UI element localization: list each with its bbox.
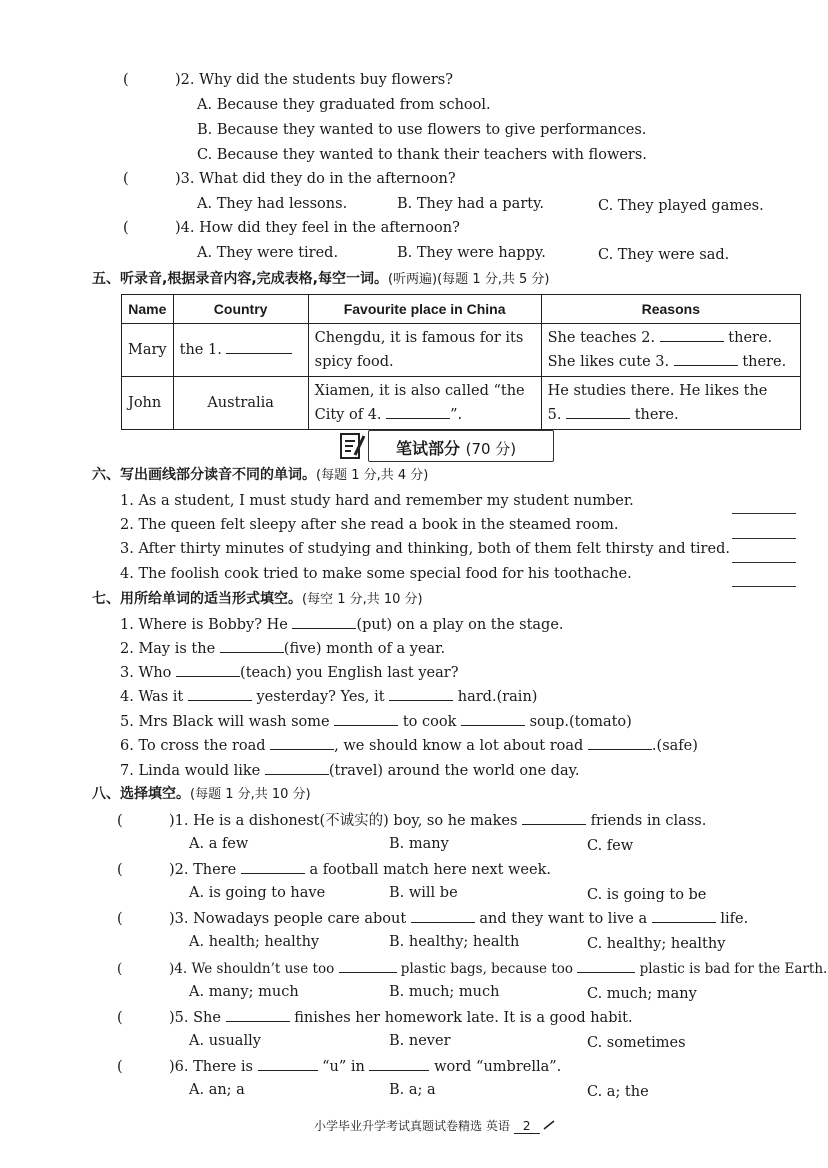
option: A. usually <box>189 1033 261 1049</box>
option: A. is going to have <box>189 885 326 901</box>
question-1: ( )1. He is a dishonest(不诚实的) boy, so he makes friends in class. <box>117 810 706 830</box>
option: B. much; much <box>389 984 500 1000</box>
option: B. a; a <box>389 1082 436 1098</box>
list-item: 5. Mrs Black will wash some to cook soup.(tomato) <box>120 711 632 731</box>
answer-line[interactable] <box>732 537 796 539</box>
answer-blank[interactable] <box>660 327 724 342</box>
answer-blank[interactable] <box>588 735 652 750</box>
section-8-heading: 八、选择填空。(每题 1 分,共 10 分) <box>92 786 311 802</box>
question-4: ( )4. We shouldn’t use too plastic bags, because too plastic is bad for the Earth. <box>117 958 827 978</box>
list-item: 6. To cross the road , we should know a lot about road .(safe) <box>120 735 698 755</box>
list-item: 4. The foolish cook tried to make some special food for his toothache. <box>120 566 632 582</box>
list-item: 3. After thirty minutes of studying and thinking, both of them felt thirsty and tired. <box>120 541 730 557</box>
answer-blank[interactable] <box>258 1056 318 1071</box>
list-item: 2. The queen felt sleepy after she read a book in the steamed room. <box>120 517 619 533</box>
answer-blank[interactable] <box>265 760 329 775</box>
list-item: 1. As a student, I must study hard and remember my student number. <box>120 493 634 509</box>
list-item: 2. May is the (five) month of a year. <box>120 638 445 658</box>
header-reasons: Reasons <box>541 295 800 324</box>
answer-blank[interactable] <box>522 810 586 825</box>
option: B. They had a party. <box>397 196 544 212</box>
answer-line[interactable] <box>732 585 796 587</box>
cell-reasons: She teaches 2. there. She likes cute 3. there. <box>541 324 800 377</box>
option: C. much; many <box>587 986 697 1002</box>
page-number: 2 <box>514 1119 540 1134</box>
answer-blank[interactable] <box>652 908 716 923</box>
question-2: ( )2. There a football match here next week. <box>117 859 551 879</box>
option: B. They were happy. <box>397 245 546 261</box>
list-item: 3. Who (teach) you English last year? <box>120 662 459 682</box>
section-7-heading: 七、用所给单词的适当形式填空。(每空 1 分,共 10 分) <box>92 591 423 607</box>
option: A. health; healthy <box>189 934 320 950</box>
header-name: Name <box>122 295 174 324</box>
answer-blank[interactable] <box>220 638 284 653</box>
question-6: ( )6. There is “u” in word “umbrella”. <box>117 1056 561 1076</box>
answer-blank[interactable] <box>188 686 252 701</box>
answer-blank[interactable] <box>334 711 398 726</box>
question-3: ( )3. Nowadays people care about and they want to live a life. <box>117 908 748 928</box>
page-footer: 小学毕业升学考试真题试卷精选 英语 2 <box>314 1117 555 1134</box>
option: A. They were tired. <box>197 245 339 261</box>
option: C. Because they wanted to thank their teachers with flowers. <box>197 147 647 163</box>
section-6-heading: 六、写出画线部分读音不同的单词。(每题 1 分,共 4 分) <box>92 467 429 483</box>
answer-line[interactable] <box>732 512 796 514</box>
answer-blank[interactable] <box>566 404 630 419</box>
option: B. will be <box>389 885 458 901</box>
answer-blank[interactable] <box>369 1056 429 1071</box>
option: A. an; a <box>189 1082 245 1098</box>
answer-blank[interactable] <box>241 859 305 874</box>
answer-blank[interactable] <box>386 404 450 419</box>
table-row <box>122 377 801 430</box>
question-3: ( )3. What did they do in the afternoon? <box>123 171 456 187</box>
option: B. Because they wanted to use flowers to give performances. <box>197 122 647 138</box>
question-5: ( )5. She finishes her homework late. It is a good habit. <box>117 1007 633 1027</box>
option: C. few <box>587 838 634 854</box>
answer-blank[interactable] <box>226 339 292 354</box>
option: C. They were sad. <box>598 247 730 263</box>
option: B. healthy; health <box>389 934 520 950</box>
table-row <box>122 324 801 377</box>
option: A. Because they graduated from school. <box>197 97 491 113</box>
answer-blank[interactable] <box>176 662 240 677</box>
option: C. healthy; healthy <box>587 936 726 952</box>
question-2: ( )2. Why did the students buy flowers? <box>123 72 453 88</box>
option: C. a; the <box>587 1084 649 1100</box>
option: A. many; much <box>189 984 299 1000</box>
question-4: ( )4. How did they feel in the afternoon? <box>123 220 460 236</box>
cell-name: John <box>122 377 174 430</box>
answer-blank[interactable] <box>389 686 453 701</box>
answer-blank[interactable] <box>270 735 334 750</box>
option: C. is going to be <box>587 887 707 903</box>
banner-title: 笔试部分 (70 分) <box>396 439 517 458</box>
cell-place: Chengdu, it is famous for its spicy food. <box>308 324 541 377</box>
cell-country: the 1. <box>173 324 308 377</box>
cell-name: Mary <box>122 324 174 377</box>
option: A. They had lessons. <box>197 196 348 212</box>
option: A. a few <box>189 836 249 852</box>
answer-blank[interactable] <box>226 1007 290 1022</box>
cell-place: Xiamen, it is also called “the City of 4. ”. <box>308 377 541 430</box>
answer-blank[interactable] <box>674 351 738 366</box>
answer-line[interactable] <box>732 561 796 563</box>
option: C. They played games. <box>598 198 764 214</box>
header-country: Country <box>173 295 308 324</box>
pen-icon <box>543 1120 555 1130</box>
written-part-banner <box>336 430 554 462</box>
list-item: 7. Linda would like (travel) around the world one day. <box>120 760 580 780</box>
answer-blank[interactable] <box>411 908 475 923</box>
answer-blank[interactable] <box>292 614 356 629</box>
answer-blank[interactable] <box>339 958 397 973</box>
list-item: 4. Was it yesterday? Yes, it hard.(rain) <box>120 686 537 706</box>
writing-pad-icon <box>338 430 368 462</box>
table-header-row <box>122 295 801 324</box>
option: B. many <box>389 836 449 852</box>
answer-blank[interactable] <box>461 711 525 726</box>
header-place: Favourite place in China <box>308 295 541 324</box>
option: B. never <box>389 1033 451 1049</box>
option: C. sometimes <box>587 1035 686 1051</box>
section-5-heading: 五、听录音,根据录音内容,完成表格,每空一词。(听两遍)(每题 1 分,共 5 分) <box>92 271 550 287</box>
cell-reasons: He studies there. He likes the 5. there. <box>541 377 800 430</box>
listening-table <box>121 294 801 430</box>
answer-blank[interactable] <box>577 958 635 973</box>
cell-country: Australia <box>173 377 308 430</box>
list-item: 1. Where is Bobby? He (put) on a play on the stage. <box>120 614 564 634</box>
